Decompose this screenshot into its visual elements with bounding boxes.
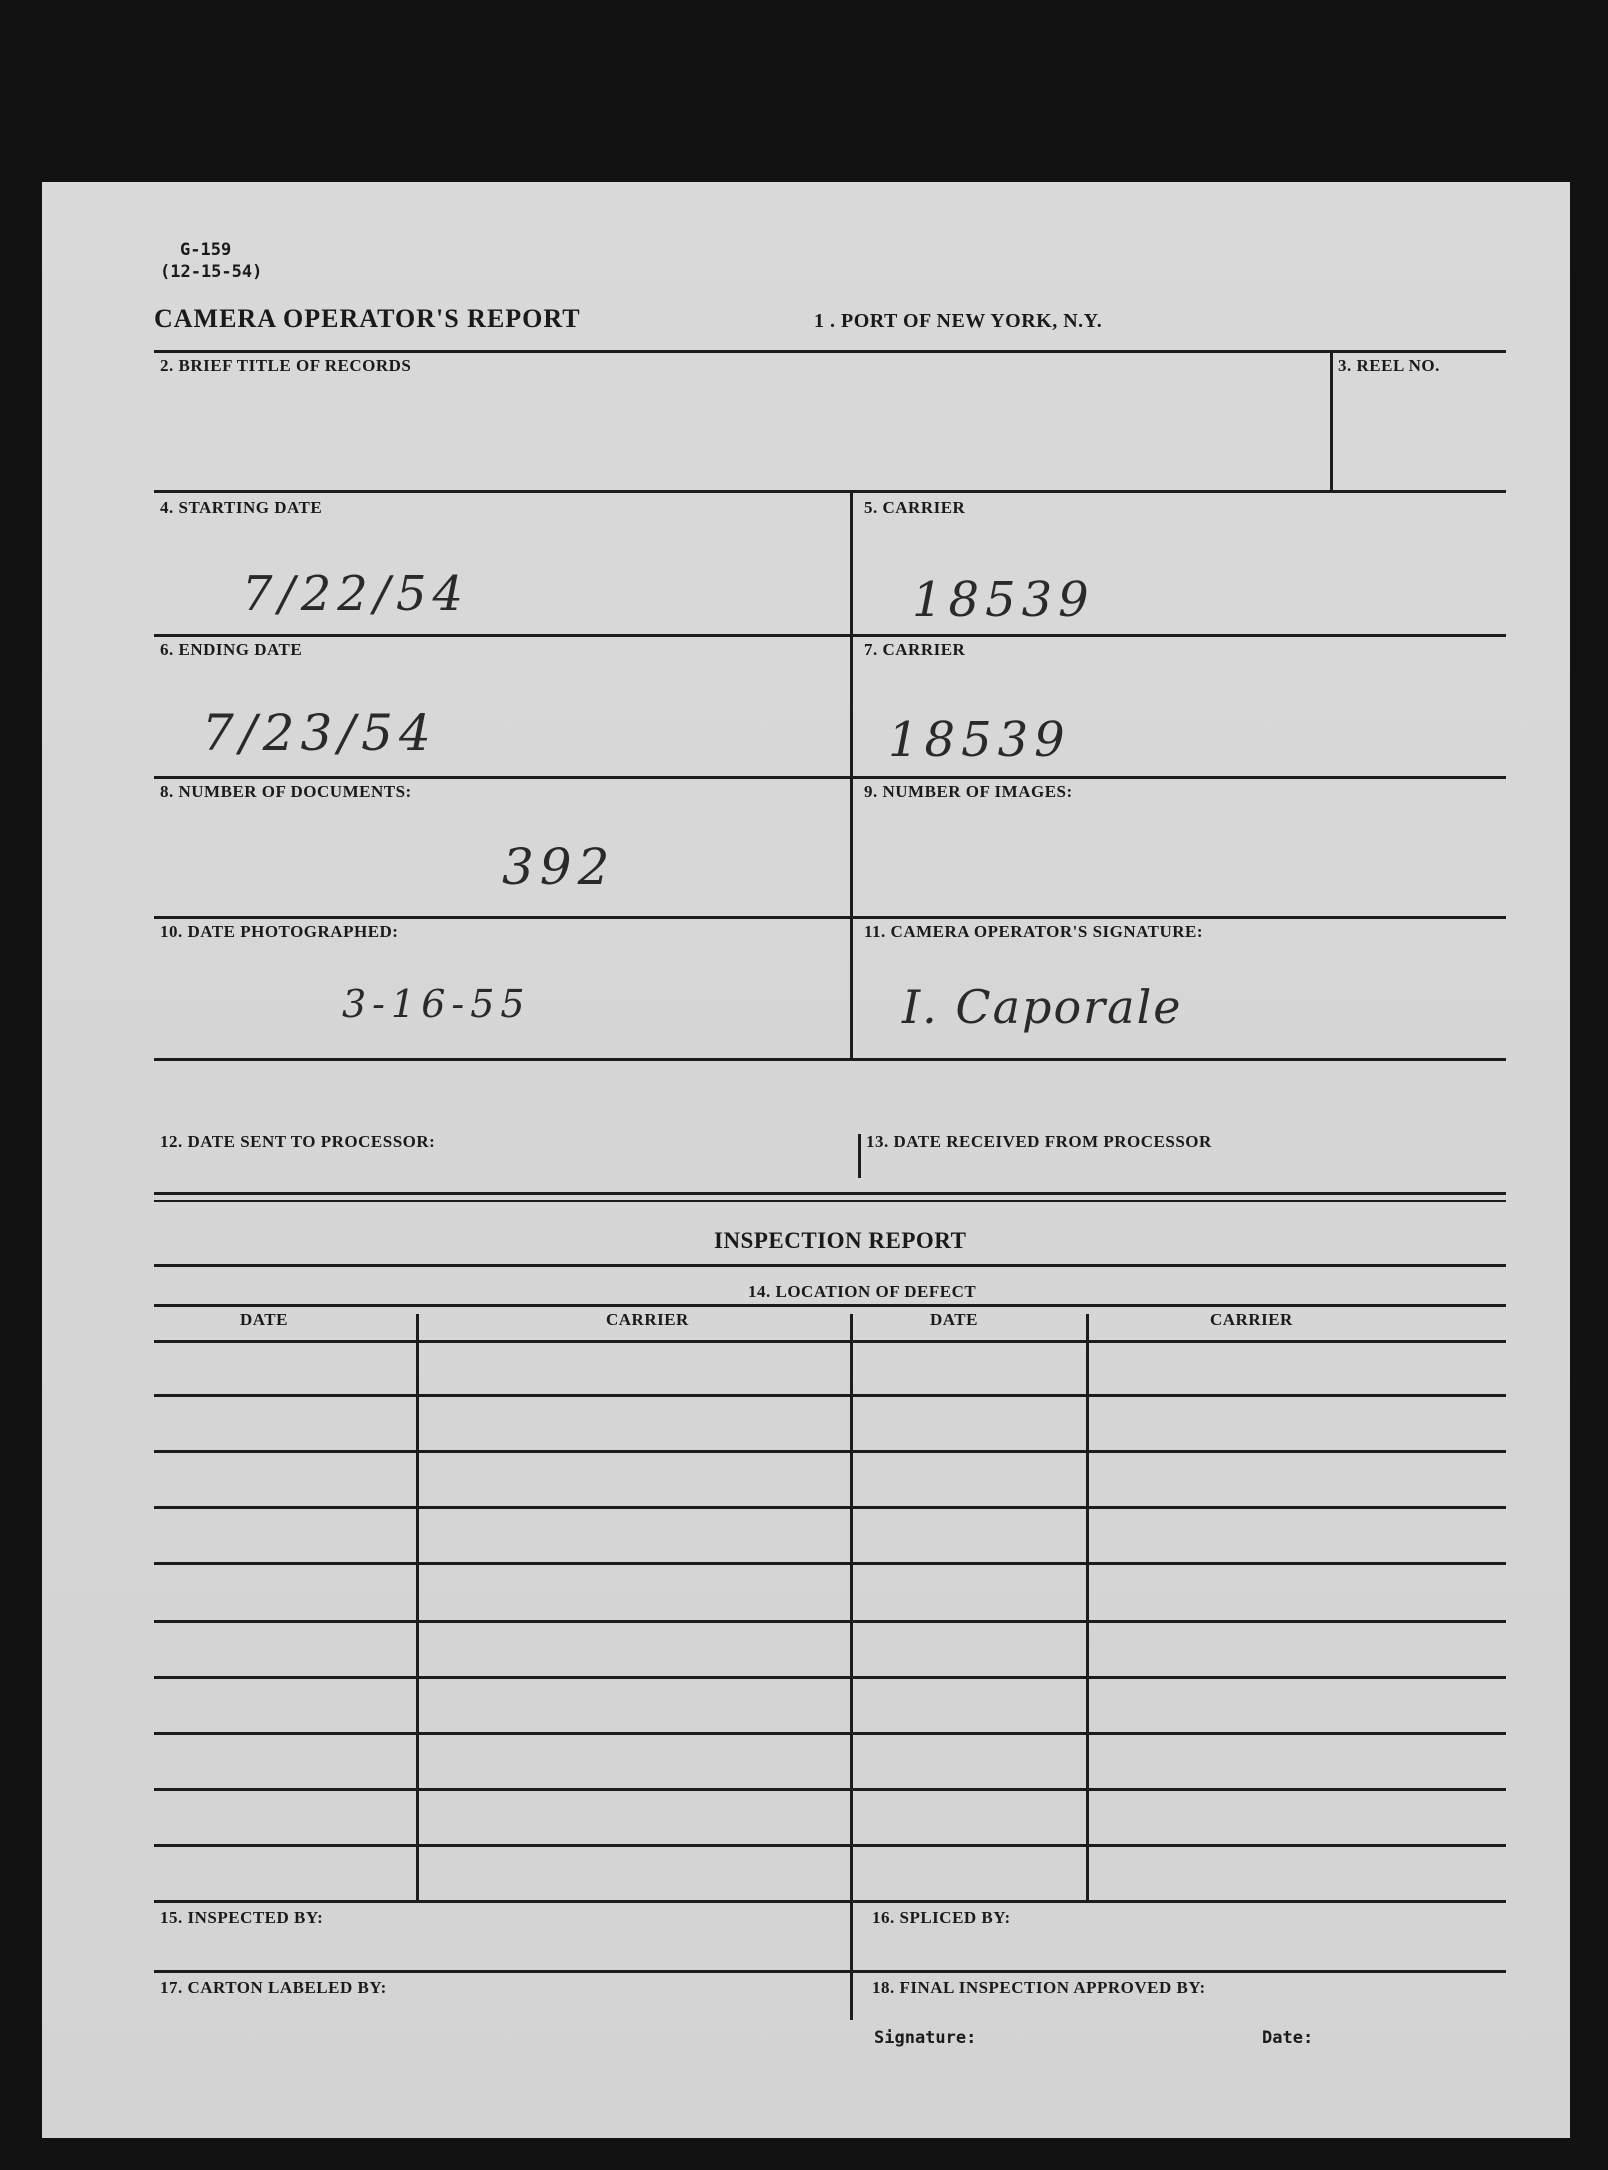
grid-v1 (416, 1314, 419, 1900)
final-date-label: Date: (1262, 2028, 1314, 2048)
final-inspection-label: 18. FINAL INSPECTION APPROVED BY: (872, 1978, 1206, 1997)
num-images-label: 9. NUMBER OF IMAGES: (864, 782, 1073, 801)
port-label: 1 . PORT OF NEW YORK, N.Y. (814, 310, 1103, 332)
date-received-label: 13. DATE RECEIVED FROM PROCESSOR (866, 1132, 1212, 1151)
spliced-by-label: 16. SPLICED BY: (872, 1908, 1011, 1927)
location-label: 14. LOCATION OF DEFECT (748, 1282, 977, 1301)
signature-label: 11. CAMERA OPERATOR'S SIGNATURE: (864, 922, 1204, 941)
carton-labeled-label: 17. CARTON LABELED BY: (160, 1978, 387, 1997)
form-date: (12-15-54) (160, 262, 263, 282)
grid-h2 (154, 1394, 1506, 1397)
ending-date-value: 7/23/54 (202, 704, 437, 762)
rule-9 (154, 1304, 1506, 1307)
form-title: CAMERA OPERATOR'S REPORT (154, 304, 581, 333)
grid-h11 (154, 1900, 1506, 1903)
starting-date-value: 7/22/54 (242, 566, 470, 622)
date-photographed-label: 10. DATE PHOTOGRAPHED: (160, 922, 399, 941)
col-date-2: DATE (930, 1310, 978, 1329)
grid-h7 (154, 1676, 1506, 1679)
carrier-start-value: 18539 (912, 572, 1095, 628)
grid-h3 (154, 1450, 1506, 1453)
grid-h4 (154, 1506, 1506, 1509)
grid-h9 (154, 1788, 1506, 1791)
bottom-divider (850, 1900, 853, 2020)
inspection-title: INSPECTION REPORT (714, 1228, 967, 1253)
rule-top (154, 350, 1506, 353)
processor-divider (858, 1134, 861, 1178)
col-carrier-1: CARRIER (606, 1310, 689, 1329)
reel-no-label: 3. REEL NO. (1338, 356, 1440, 375)
form-number: G-159 (180, 240, 232, 260)
date-photographed-value: 3-16-55 (342, 982, 531, 1026)
final-signature-label: Signature: (874, 2028, 977, 2048)
grid-h8 (154, 1732, 1506, 1735)
col-date-1: DATE (240, 1310, 288, 1329)
carrier-end-label: 7. CARRIER (864, 640, 966, 659)
num-documents-label: 8. NUMBER OF DOCUMENTS: (160, 782, 412, 801)
brief-title-label: 2. BRIEF TITLE OF RECORDS (160, 356, 412, 375)
rule-7 (154, 1192, 1506, 1195)
form-page (42, 182, 1570, 2138)
reel-divider (1330, 350, 1333, 492)
carrier-start-label: 5. CARRIER (864, 498, 966, 517)
grid-h6 (154, 1620, 1506, 1623)
rule-5 (154, 916, 1506, 919)
grid-h1 (154, 1340, 1506, 1343)
grid-h5 (154, 1562, 1506, 1565)
rule-8 (154, 1264, 1506, 1267)
col-carrier-2: CARRIER (1210, 1310, 1293, 1329)
rule-4 (154, 776, 1506, 779)
rule-6 (154, 1058, 1506, 1061)
rule-10 (154, 1970, 1506, 1973)
grid-v2 (850, 1314, 853, 1900)
starting-date-label: 4. STARTING DATE (160, 498, 323, 517)
center-divider (850, 490, 853, 1060)
operator-signature: I. Caporale (902, 980, 1183, 1034)
ending-date-label: 6. ENDING DATE (160, 640, 303, 659)
date-sent-label: 12. DATE SENT TO PROCESSOR: (160, 1132, 436, 1151)
grid-h10 (154, 1844, 1506, 1847)
rule-3 (154, 634, 1506, 637)
inspected-by-label: 15. INSPECTED BY: (160, 1908, 324, 1927)
rule-2 (154, 490, 1506, 493)
carrier-end-value: 18539 (888, 712, 1071, 768)
grid-v3 (1086, 1314, 1089, 1900)
num-documents-value: 392 (502, 838, 616, 896)
rule-7b (154, 1200, 1506, 1202)
